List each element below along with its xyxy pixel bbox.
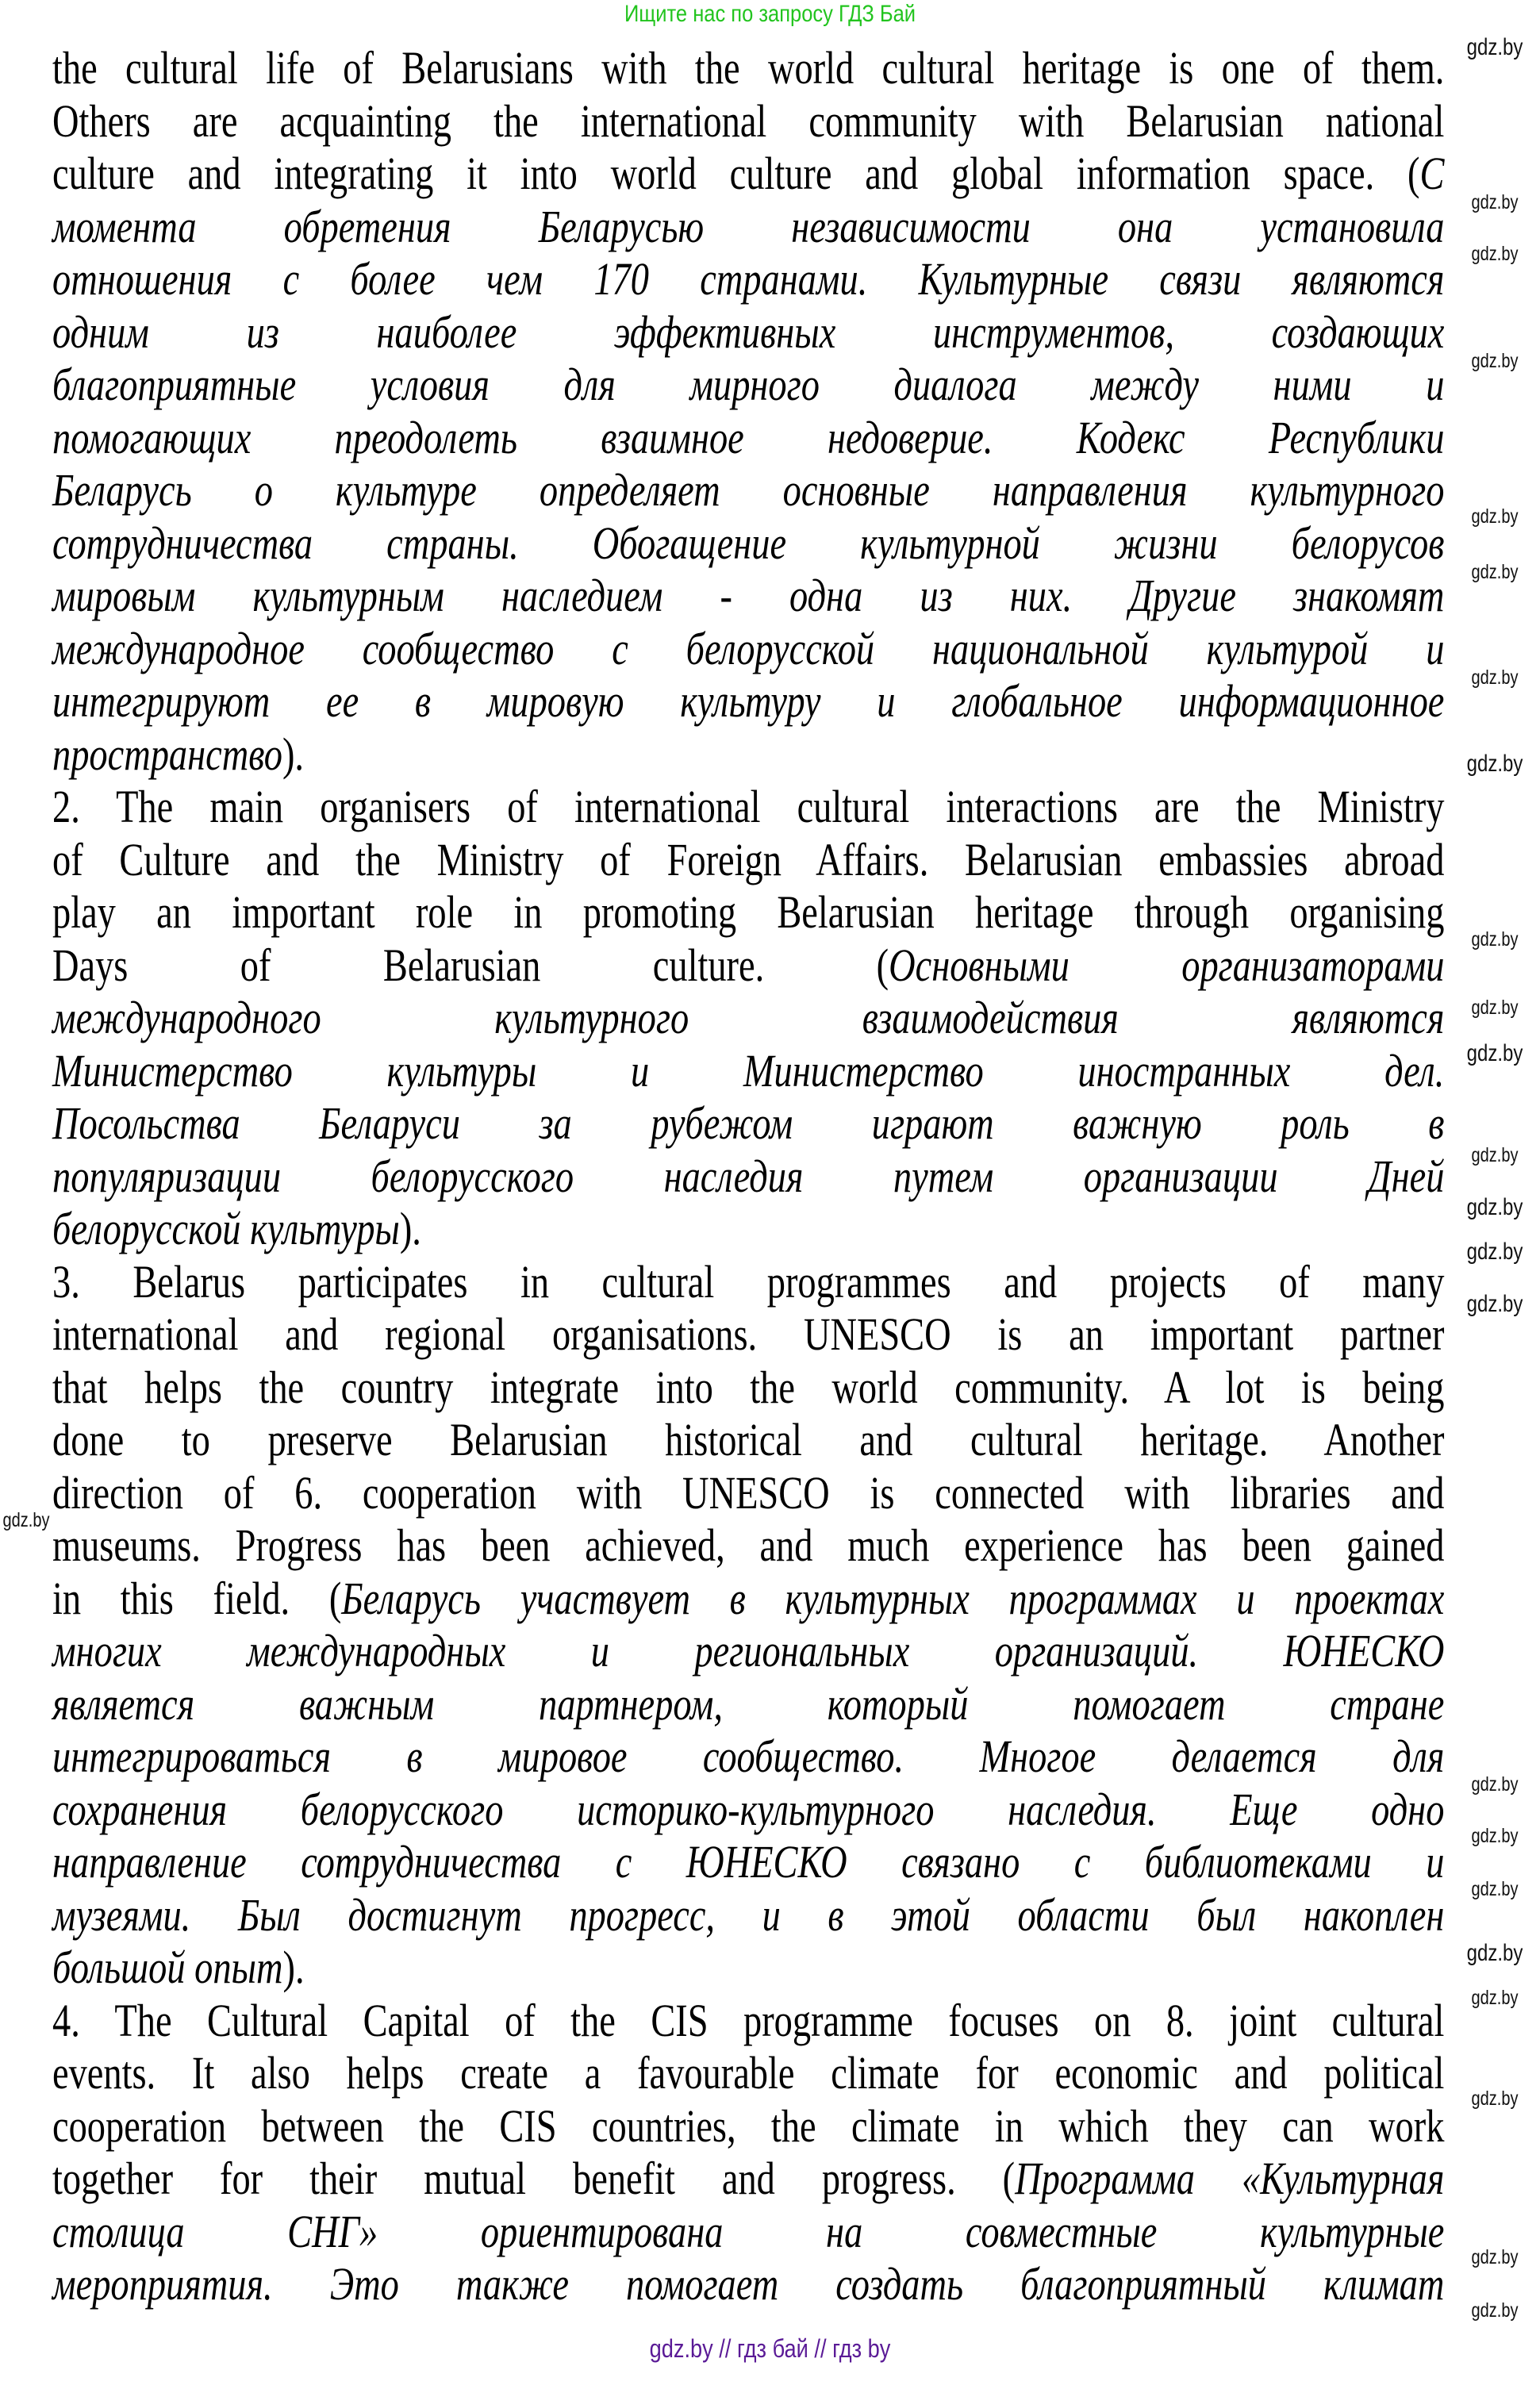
- watermark: gdz.by: [1471, 1987, 1519, 2009]
- translation-segment: отношения с более чем 170 странами. Культурные связи являются: [52, 253, 1445, 305]
- translation-segment: Программа «Культурная: [1015, 2153, 1445, 2204]
- answer-segment: 4. The Cultural Capital of the CIS programme focuses on 8. joint cultural: [52, 1994, 1445, 2046]
- translation-segment: международного культурного взаимодействия являются: [52, 992, 1445, 1043]
- text-line: [52, 2100, 1444, 2153]
- text-line: [52, 1573, 1444, 1626]
- text-line: [52, 1097, 1444, 1150]
- text-line: [52, 570, 1444, 623]
- watermark: gdz.by: [2, 1509, 50, 1531]
- translation-segment: белорусской культуры: [52, 1203, 400, 1254]
- watermark: gdz.by: [1471, 350, 1519, 372]
- translation-segment: С: [1419, 148, 1445, 199]
- watermark: gdz.by: [1466, 1940, 1523, 1966]
- text-line: [52, 1995, 1444, 2048]
- text-line: [52, 2258, 1444, 2311]
- translation-segment: сотрудничества страны. Обогащение культурной жизни белорусов: [52, 517, 1445, 569]
- answer-segment: the cultural life of Belarusians with the world cultural heritage is one of them.: [52, 42, 1445, 94]
- text-line: [52, 2047, 1444, 2100]
- answer-segment: ).: [282, 728, 305, 780]
- footer-links: gdz.by // гдз бай // гдз by: [649, 2334, 891, 2363]
- text-line: [52, 1519, 1444, 1573]
- text-line: [52, 675, 1444, 728]
- text-line: [52, 95, 1444, 148]
- answer-segment: Others are acquainting the international community with Belarusian national: [52, 94, 1445, 147]
- answer-segment: 3. Belarus participates in cultural programmes and projects of many: [52, 1255, 1445, 1308]
- text-line: [52, 1045, 1444, 1098]
- text-line: [52, 2206, 1444, 2259]
- translation-segment: направление сотрудничества с ЮНЕСКО связано с библиотеками и: [52, 1836, 1445, 1888]
- text-line: [52, 148, 1444, 201]
- answer-segment: international and regional organisations. UNESCO is an important partner: [52, 1308, 1445, 1360]
- translation-segment: Основными организаторами: [889, 939, 1445, 991]
- translation-segment: момента обретения Беларусью независимости она установила: [52, 200, 1445, 252]
- text-line: [52, 1308, 1444, 1362]
- translation-segment: популяризации белорусского наследия путем организации Дней: [52, 1150, 1445, 1202]
- translation-segment: одним из наиболее эффективных инструментов, создающих: [52, 305, 1445, 358]
- answer-segment: done to preserve Belarusian historical and cultural heritage. Another: [52, 1414, 1445, 1465]
- watermark: gdz.by: [1471, 561, 1519, 583]
- text-line: [52, 1625, 1444, 1678]
- translation-segment: международное сообщество с белорусской национальной культурой и: [52, 622, 1445, 674]
- answer-segment: events. It also helps create a favourable climate for economic and political: [52, 2047, 1445, 2099]
- translation-segment: пространство: [52, 728, 282, 780]
- translation-segment: Министерство культуры и Министерство иностранных дел.: [52, 1044, 1445, 1097]
- translation-segment: благоприятные условия для мирного диалога между ними и: [52, 359, 1445, 410]
- text-line: [52, 253, 1444, 306]
- translation-segment: столица СНГ» ориентирована на совместные культурные: [52, 2205, 1445, 2257]
- watermark: gdz.by: [1466, 1194, 1523, 1220]
- answer-segment: ).: [399, 1203, 421, 1254]
- translation-segment: Посольства Беларуси за рубежом играют важную роль в: [52, 1097, 1445, 1149]
- answer-segment: 2. The main organisers of international cultural interactions are the Ministry: [52, 781, 1445, 832]
- translation-segment: мероприятия. Это также помогает создать благоприятный климат: [52, 2258, 1445, 2310]
- text-line: [52, 992, 1444, 1045]
- text-line: [52, 834, 1444, 887]
- text-line: [52, 1889, 1444, 1942]
- text-line: [52, 1362, 1444, 1415]
- text-line: [52, 2153, 1444, 2206]
- translation-segment: большой опыт: [52, 1942, 283, 1993]
- answer-segment: culture and integrating it into world culture and global information space. (: [52, 148, 1420, 199]
- text-line: [52, 1467, 1444, 1520]
- watermark: gdz.by: [1471, 1878, 1519, 1900]
- answer-segment: cooperation between the CIS countries, the climate in which they can work: [52, 2099, 1445, 2152]
- answer-segment: museums. Progress has been achieved, and much experience has been gained: [52, 1519, 1445, 1571]
- text-line: [52, 1942, 1444, 1995]
- translation-segment: многих международных и региональных организаций. ЮНЕСКО: [52, 1625, 1445, 1677]
- text-line: [52, 728, 1444, 782]
- document-text: [52, 42, 1444, 2311]
- translation-segment: является важным партнером, который помогает стране: [52, 1677, 1445, 1730]
- answer-segment: Days of Belarusian culture. (: [52, 939, 889, 991]
- watermark: gdz.by: [1471, 505, 1519, 528]
- text-line: [52, 1256, 1444, 1309]
- translation-segment: мировым культурным наследием - одна из них. Другие знакомят: [52, 570, 1445, 621]
- answer-segment: play an important role in promoting Belarusian heritage through organising: [52, 886, 1445, 938]
- text-line: [52, 1836, 1444, 1889]
- watermark: gdz.by: [1466, 751, 1523, 777]
- translation-segment: Беларусь о культуре определяет основные направления культурного: [52, 464, 1445, 516]
- translation-segment: музеями. Был достигнут прогресс, и в этой области был накоплен: [52, 1888, 1445, 1941]
- text-line: [52, 1414, 1444, 1467]
- text-line: [52, 939, 1444, 993]
- translation-segment: интегрируют ее в мировую культуру и глобальное информационное: [52, 675, 1445, 727]
- watermark: gdz.by: [1471, 243, 1519, 265]
- watermark: gdz.by: [1471, 2246, 1519, 2268]
- text-line: [52, 781, 1444, 834]
- watermark: gdz.by: [1471, 2087, 1519, 2110]
- watermark: gdz.by: [1471, 191, 1519, 213]
- watermark: gdz.by: [1466, 1040, 1523, 1066]
- text-line: [52, 464, 1444, 517]
- answer-segment: in this field. (: [52, 1572, 342, 1624]
- answer-segment: of Culture and the Ministry of Foreign Affairs. Belarusian embassies abroad: [52, 833, 1445, 885]
- watermark: gdz.by: [1466, 1239, 1523, 1265]
- watermark: gdz.by: [1466, 1291, 1523, 1317]
- text-line: [52, 886, 1444, 939]
- watermark: gdz.by: [1466, 34, 1523, 60]
- answer-segment: that helps the country integrate into the world community. A lot is being: [52, 1361, 1445, 1413]
- text-line: [52, 1678, 1444, 1731]
- text-line: [52, 412, 1444, 465]
- translation-segment: помогающих преодолеть взаимное недоверие. Кодекс Республики: [52, 411, 1445, 463]
- watermark: gdz.by: [1471, 1144, 1519, 1166]
- text-line: [52, 1784, 1444, 1837]
- text-line: [52, 1730, 1444, 1784]
- text-line: [52, 1150, 1444, 1204]
- text-line: [52, 306, 1444, 359]
- translation-segment: интегрироваться в мировое сообщество. Многое делается для: [52, 1730, 1445, 1782]
- watermark: gdz.by: [1471, 666, 1519, 689]
- text-line: [52, 359, 1444, 412]
- watermark: gdz.by: [1471, 1773, 1519, 1796]
- text-line: [52, 517, 1444, 570]
- watermark: gdz.by: [1471, 928, 1519, 951]
- answer-segment: direction of 6. cooperation with UNESCO is connected with libraries and: [52, 1466, 1445, 1519]
- translation-segment: сохранения белорусского историко-культурного наследия. Еще одно: [52, 1783, 1445, 1835]
- search-banner: Ищите нас по запросу ГДЗ Бай: [624, 1, 916, 27]
- translation-segment: Беларусь участвует в культурных программах и проектах: [341, 1572, 1445, 1624]
- watermark: gdz.by: [1471, 2299, 1519, 2322]
- watermark: gdz.by: [1471, 1825, 1519, 1847]
- answer-segment: ).: [282, 1942, 305, 1993]
- text-line: [52, 1203, 1444, 1256]
- text-line: [52, 623, 1444, 676]
- text-line: [52, 201, 1444, 254]
- text-line: [52, 42, 1444, 95]
- answer-segment: together for their mutual benefit and progress. (: [52, 2153, 1016, 2204]
- watermark: gdz.by: [1471, 997, 1519, 1019]
